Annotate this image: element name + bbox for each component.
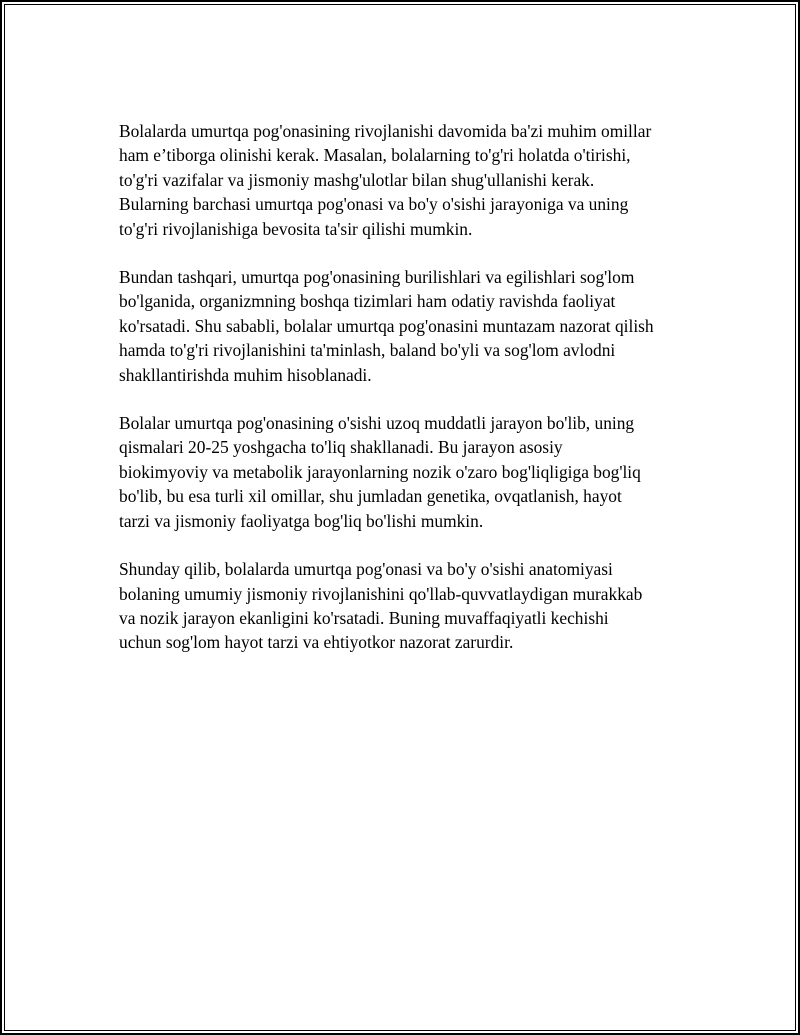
paragraph-3: Bolalar umurtqa pog'onasining o'sishi uzoq muddatli jarayon bo'lib, uning qismalari 20-25 yoshgacha to'liq shakllanadi. Bu jarayon asosiy biokimyoviy va metabolik jarayonlarning nozik o'zaro bog'liqligiga bog'liq bo'lib, bu esa turli xil omillar, shu jumladan genetika, ovqatlanish, hayot tarzi va jismoniy faoliyatga bog'liq bo'lishi mumkin. [119,413,641,531]
document-body [119,119,699,679]
paragraph-4: Shunday qilib, bolalarda umurtqa pog'onasi va bo'y o'sishi anatomiyasi bolaning umumiy jismoniy rivojlanishini qo'llab-quvvatlaydigan murakkab va nozik jarayon ekanligini ko'rsatadi. Buning muvaffaqiyatli kechishi uchun sog'lom hayot tarzi va ehtiyotkor nazorat zarurdir. [119,559,643,653]
paragraph-2: Bundan tashqari, umurtqa pog'onasining burilishlari va egilishlari sog'lom bo'lganida, organizmning boshqa tizimlari ham odatiy ravishda faoliyat ko'rsatadi. Shu sababli, bolalar umurtqa pog'onasini muntazam nazorat qilish hamda to'g'ri rivojlanishini ta'minlash, baland bo'yli va sog'lom avlodni shakllantirishda muhim hisoblanadi. [119,267,654,385]
paragraph-1: Bolalarda umurtqa pog'onasining rivojlanishi davomida ba'zi muhim omillar ham e’tiborga olinishi kerak. Masalan, bolalarning to'g'ri holatda o'tirishi, to'g'ri vazifalar va jismoniy mashg'ulotlar bilan shug'ullanishi kerak. Bularning barchasi umurtqa pog'onasi va bo'y o'sishi jarayoniga va uning to'g'ri rivojlanishiga bevosita ta'sir qilishi mumkin. [119,121,652,239]
